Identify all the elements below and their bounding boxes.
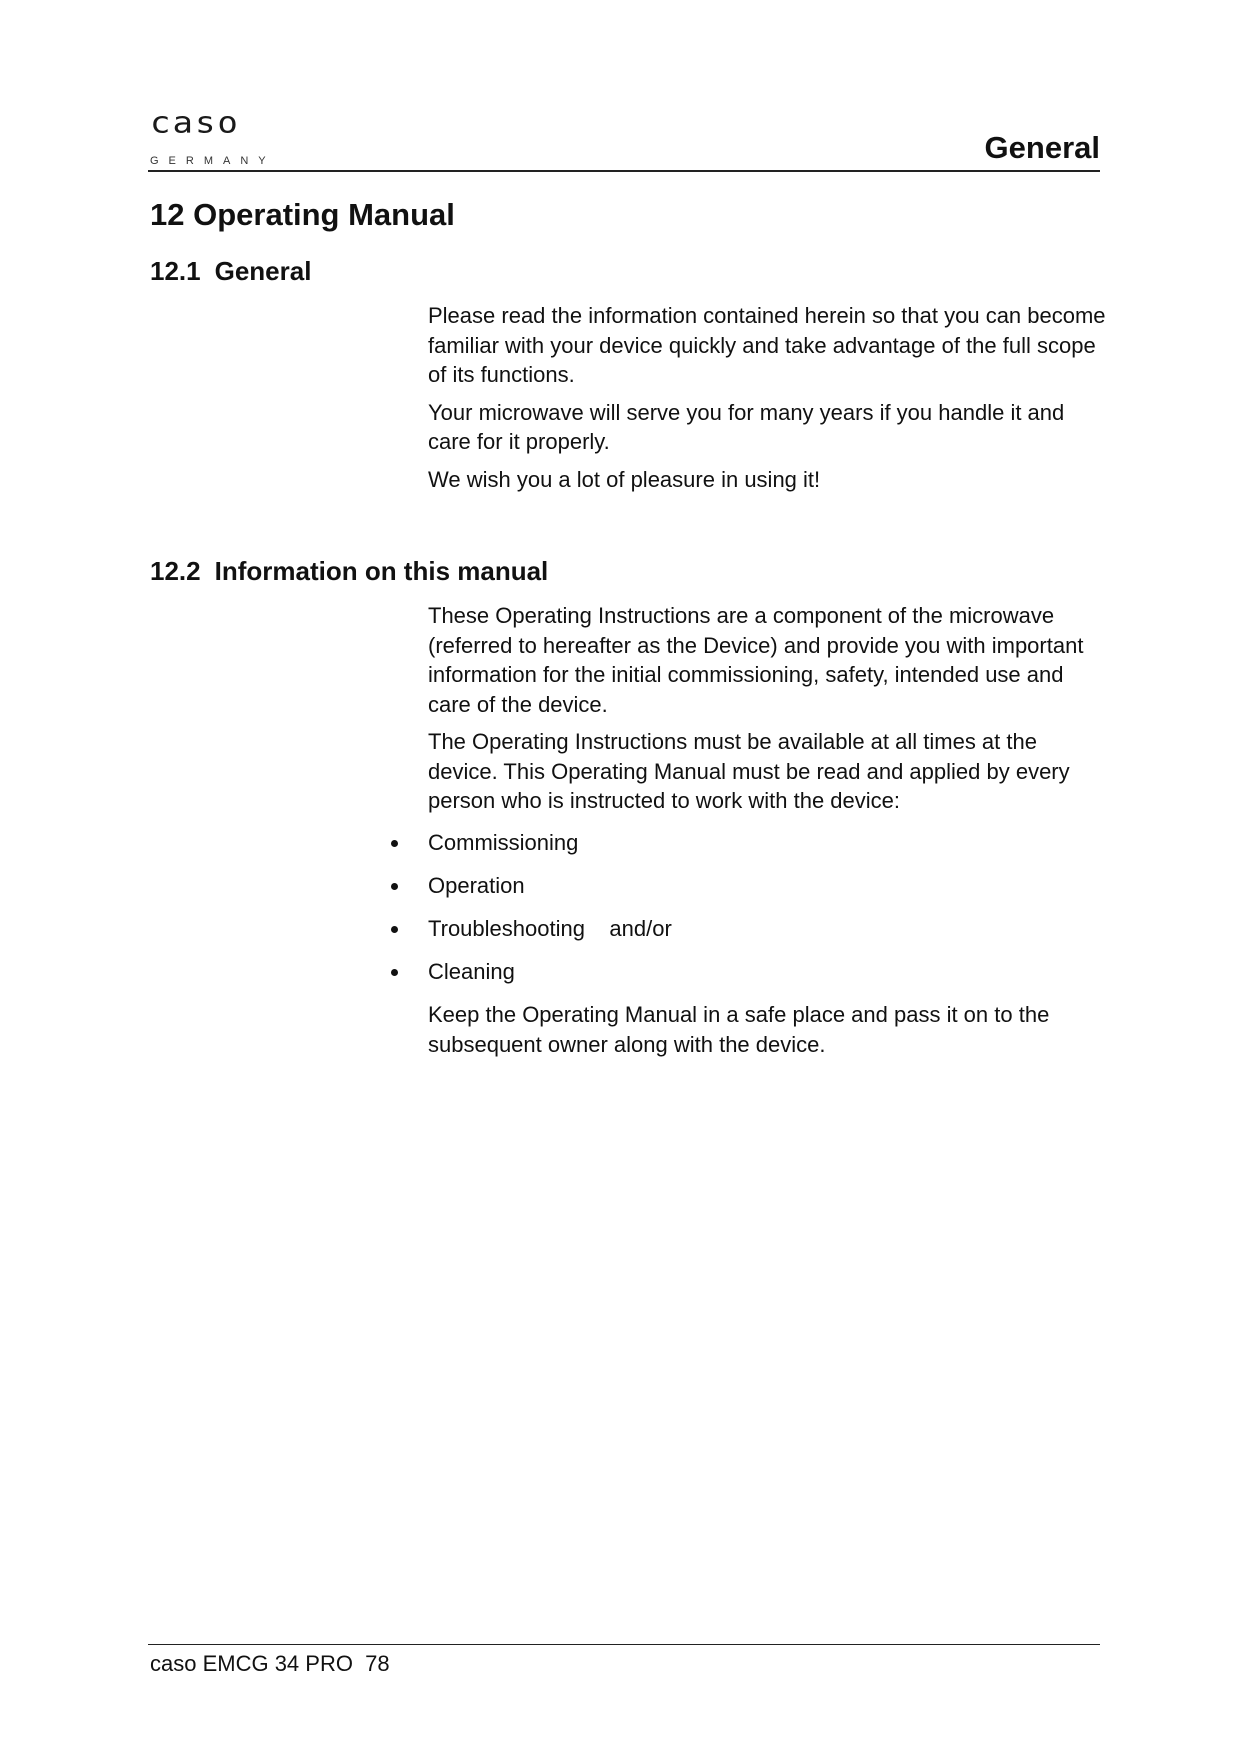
paragraph: Keep the Operating Manual in a safe place and pass it on to the subsequent owner along with the device. (428, 1002, 1050, 1057)
list-item-text: Troubleshooting and/or (428, 916, 672, 941)
list-item (390, 871, 1090, 914)
header-section-title: General (984, 130, 1100, 165)
section-heading-information (150, 555, 548, 587)
paragraph: The Operating Instructions must be available at all times at the device. This Operating Manual must be read and applied by every person who is instructed to work with the device: (428, 729, 1070, 813)
section-title: General (214, 256, 312, 286)
bullet-icon (391, 883, 398, 890)
bullet-icon (391, 840, 398, 847)
paragraph: These Operating Instructions are a component of the microwave (referred to hereafter as the Device) and provide you with important information for the initial commissioning, safety, intended use and care of the device. (428, 603, 1084, 717)
header-divider (148, 170, 1100, 172)
chapter-title: 12 Operating Manual (150, 197, 455, 232)
list-item-text: Operation (428, 873, 525, 898)
section-body-information (428, 601, 1108, 824)
list-item (390, 828, 1090, 871)
footer-model-page: caso EMCG 34 PRO 78 (150, 1651, 390, 1676)
closing-paragraph-block (428, 1000, 1108, 1067)
footer-divider (148, 1644, 1100, 1645)
paragraph: We wish you a lot of pleasure in using it! (428, 466, 821, 492)
list-item (390, 914, 1090, 957)
list-item-text: Cleaning (428, 959, 515, 984)
paragraph: Your microwave will serve you for many years if you handle it and care for it properly. (428, 399, 1065, 454)
section-heading-general (150, 255, 311, 287)
paragraph: Please read the information contained herein so that you can become familiar with your device quickly and take advantage of the full scope of its functions. (428, 303, 1106, 387)
section-body-general (428, 301, 1108, 502)
caso-logo (150, 108, 280, 172)
list-item (390, 957, 1090, 1000)
section-number: 12.2 (150, 556, 201, 586)
list-item-text: Commissioning (428, 830, 579, 855)
logo-wordmark: caso (150, 106, 240, 141)
logo-subtext: GERMANY (150, 155, 276, 167)
section-number: 12.1 (150, 256, 201, 286)
bullet-icon (391, 969, 398, 976)
section-title: Information on this manual (214, 556, 549, 586)
bullet-icon (391, 926, 398, 933)
task-list (390, 828, 1090, 1000)
